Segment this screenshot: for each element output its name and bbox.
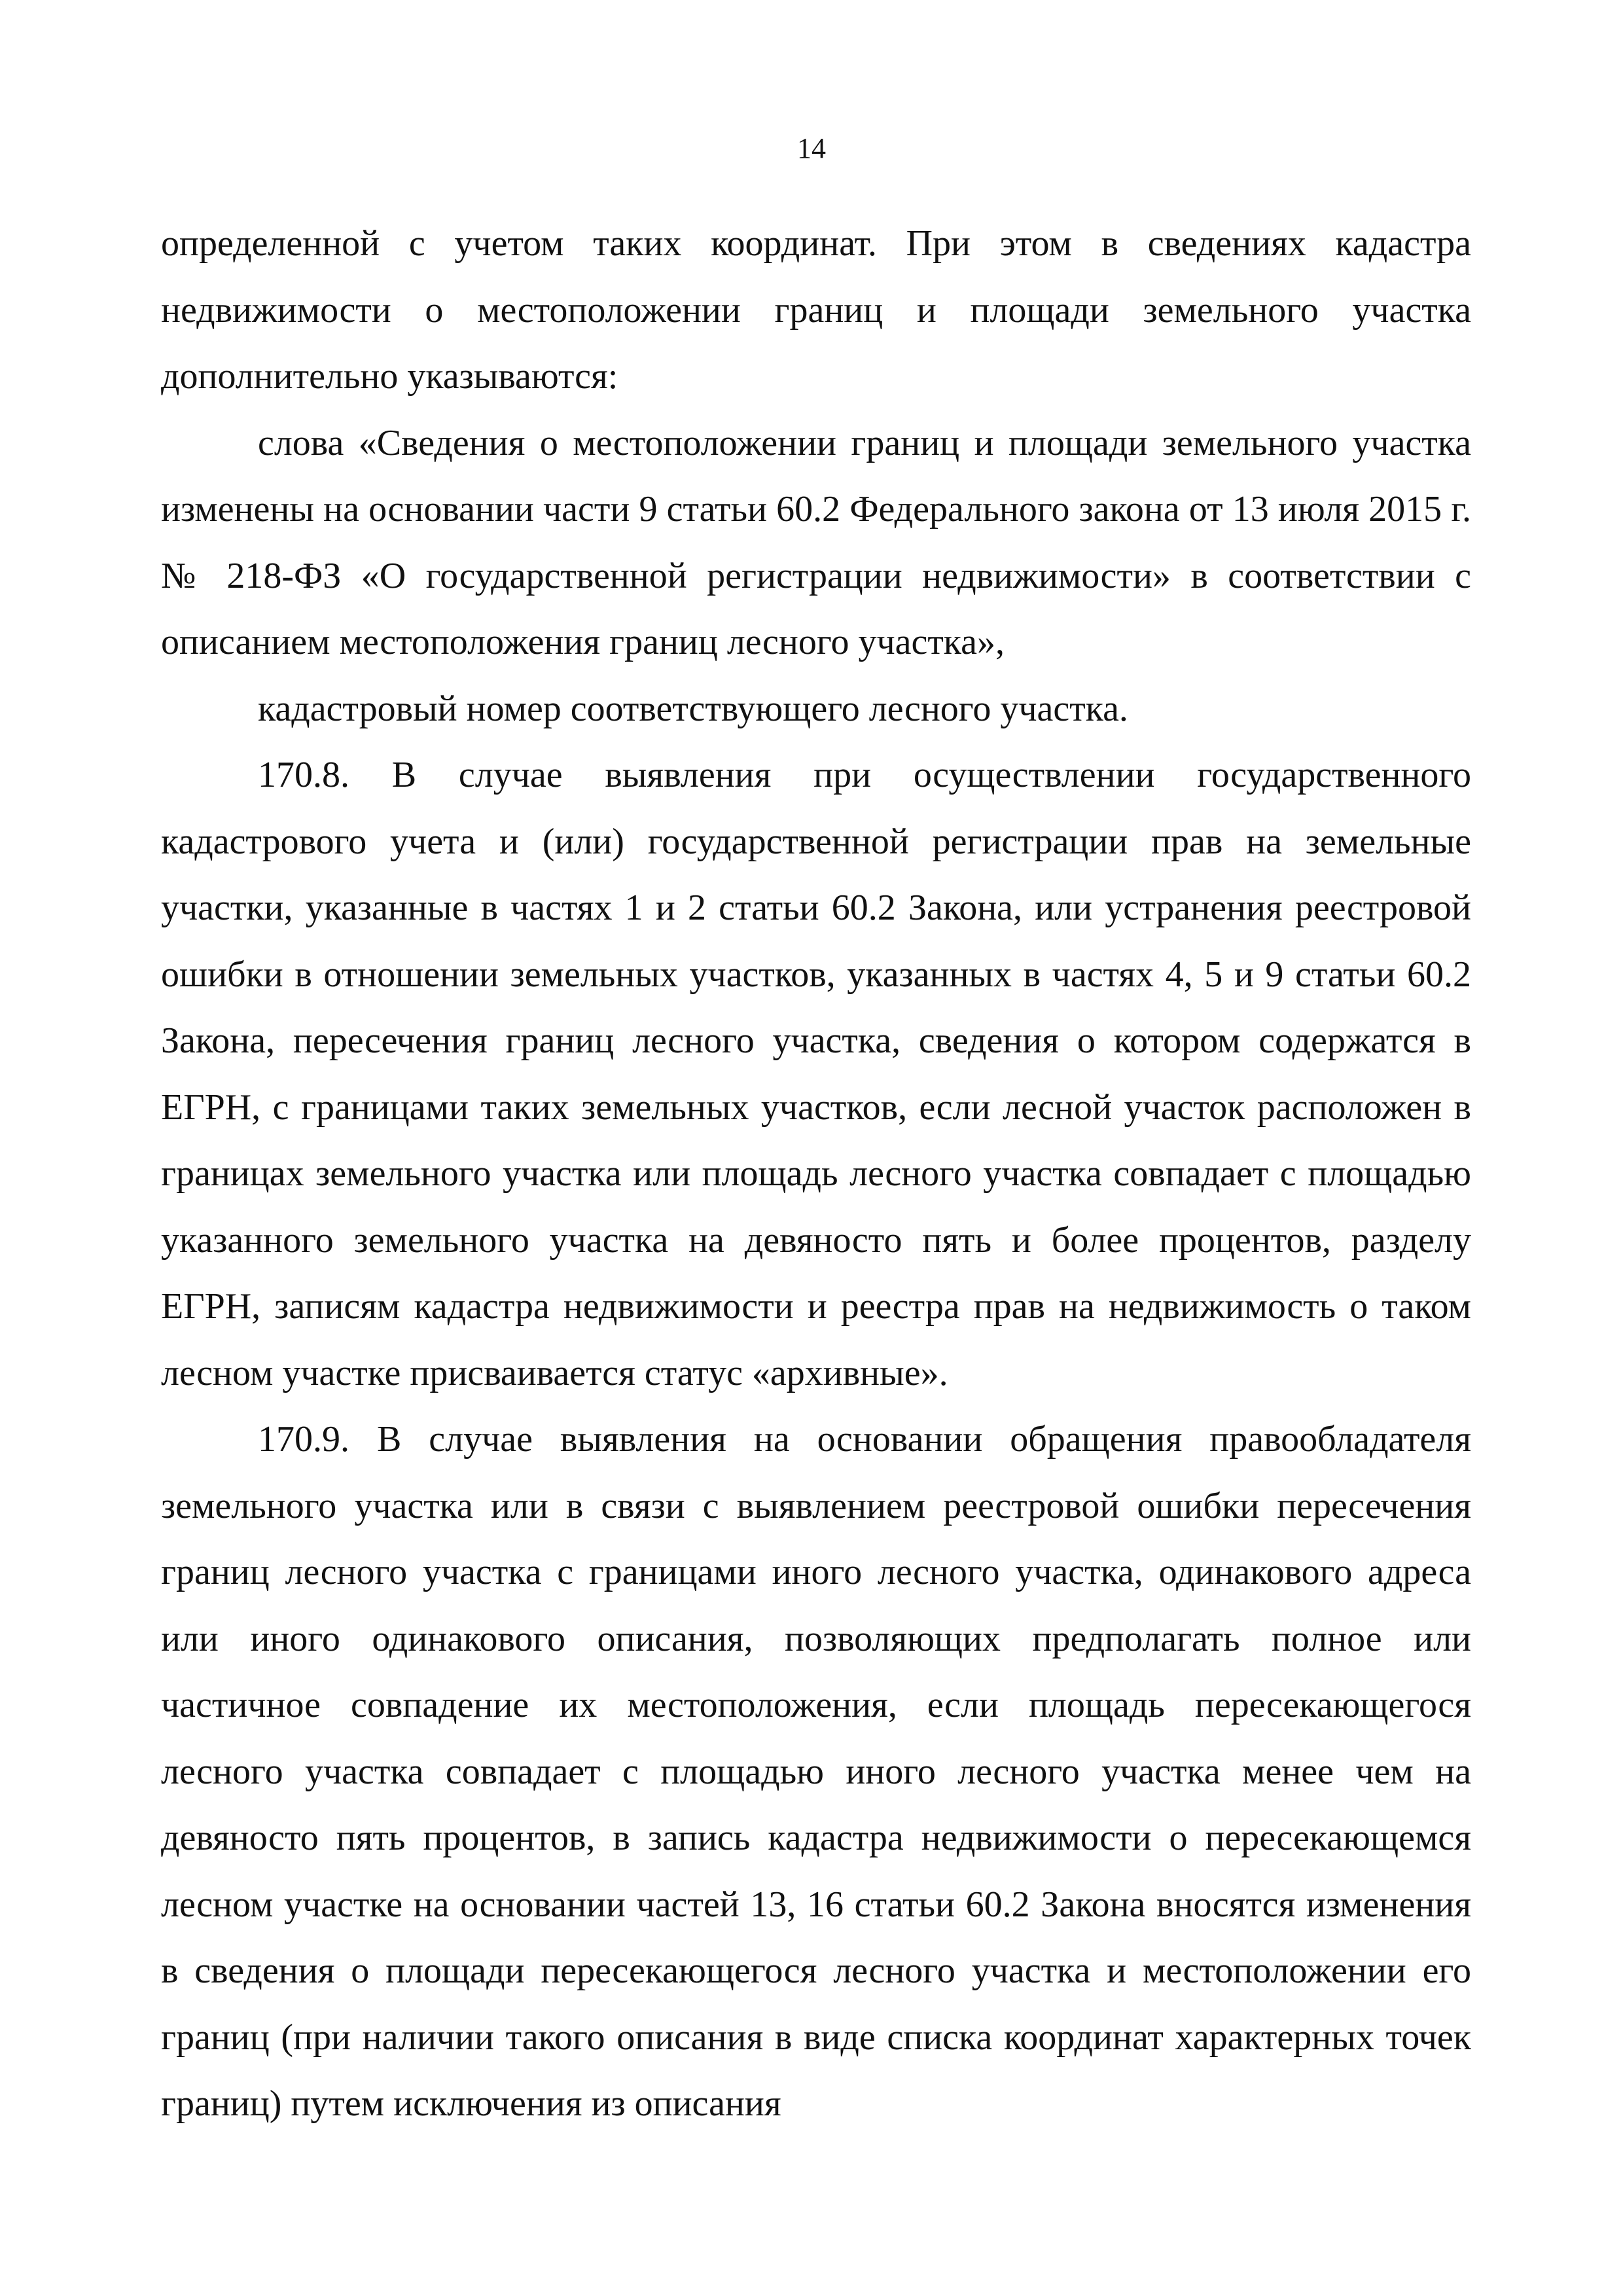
page-number: 14 bbox=[797, 132, 826, 164]
paragraph-words-quote: слова «Сведения о местоположении границ и площади земельного участка изменены на основании части 9 статьи 60.2 Федерального закона от 13 июля 2015 г. № 218-ФЗ «О государственной регистрации недвижимости» в соответствии с описанием местоположения границ лесного участка», bbox=[161, 422, 1471, 662]
paragraph-170-9: 170.9. В случае выявления на основании обращения правообладателя земельного участка или в связи с выявлением реестровой ошибки пересечения границ лесного участка с границами иного лесного участка, одинакового адреса или иного одинакового описания, позволяющих предполагать полное или частичное совпадение их местоположения, если площадь пересекающегося лесного участка совпадает с площадью иного лесного участка менее чем на девяносто пять процентов, в запись кадастра недвижимости о пересекающемся лесном участке на основании частей 13, 16 статьи 60.2 Закона вносятся изменения в сведения о площади пересекающегося лесного участка и местоположении его границ (при наличии такого описания в виде списка координат характерных точек границ) путем исключения из описания bbox=[161, 1419, 1471, 2124]
paragraph-170-8: 170.8. В случае выявления при осуществлении государственного кадастрового учета и (или) государственной регистрации прав на земельные участки, указанные в частях 1 и 2 статьи 60.2 Закона, или устранения реестровой ошибки в отношении земельных участков, указанных в частях 4, 5 и 9 статьи 60.2 Закона, пересечения границ лесного участка, сведения о котором содержатся в ЕГРН, с границами таких земельных участков, если лесной участок расположен в границах земельного участка или площадь лесного участка совпадает с площадью указанного земельного участка на девяносто пять и более процентов, разделу ЕГРН, записям кадастра недвижимости и реестра прав на недвижимость о таком лесном участке присваивается статус «архивные». bbox=[161, 755, 1471, 1393]
paragraph-cadastral-number: кадастровый номер соответствующего лесного участка. bbox=[258, 688, 1128, 729]
document-body bbox=[161, 211, 1471, 2138]
paragraph-continuation: определенной с учетом таких координат. При этом в сведениях кадастра недвижимости о местоположении границ и площади земельного участка дополнительно указываются: bbox=[161, 223, 1471, 397]
